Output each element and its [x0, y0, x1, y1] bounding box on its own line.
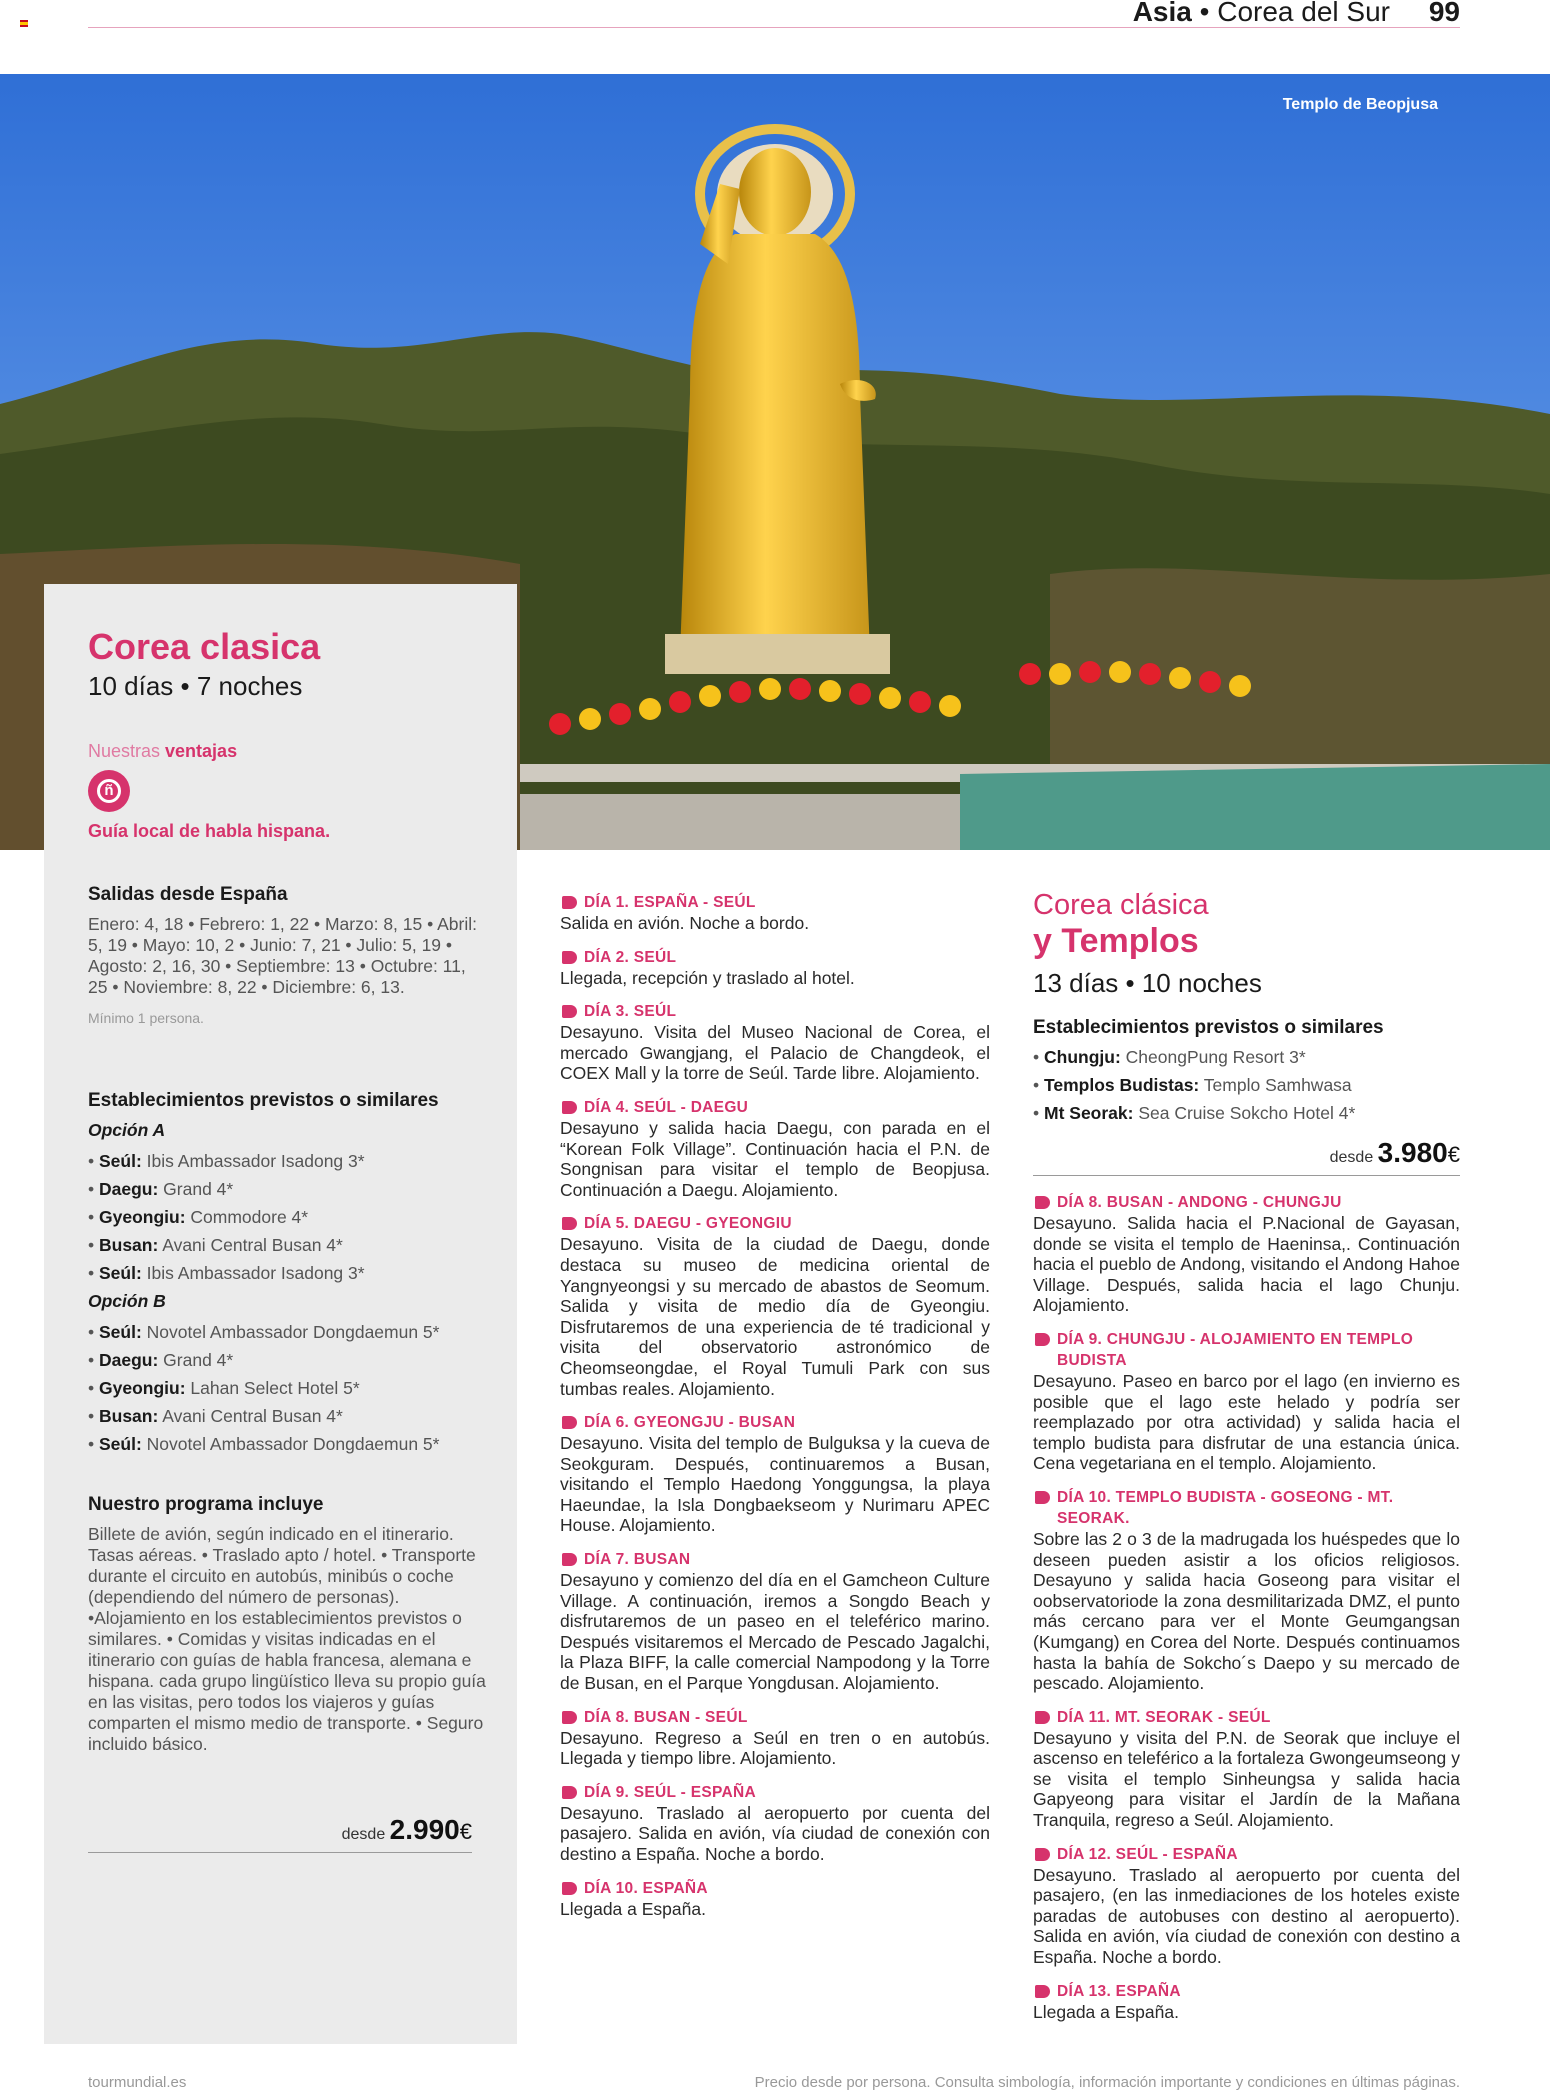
- header-separator: •: [1191, 0, 1218, 27]
- itinerary-day: [560, 1782, 990, 1865]
- price-amount: 3.980: [1377, 1137, 1448, 1168]
- hotel-city: Seúl:: [99, 1322, 142, 1342]
- price-from-label: desde: [1329, 1149, 1378, 1166]
- itinerary-day: [560, 1001, 990, 1084]
- hotel-city: Busan:: [99, 1235, 159, 1255]
- day-text: Desayuno. Visita de la ciudad de Daegu, donde destaca su museo de medicina oriental de Yangnyeongsi y su mercado de abastos de Seomum. Salida y visita de medio día de Gyeongiu. Disfrutaremos de una experiencia de té tradicional y visita del observatorio astronómico de Cheomseongdae, el Royal Tumuli Park con sus tumbas reales. Alojamiento.: [560, 1234, 990, 1399]
- option-a-label: Opción A: [88, 1120, 166, 1140]
- day-text: Salida en avión. Noche a bordo.: [560, 913, 810, 933]
- hotel-name: CheongPung Resort 3*: [1120, 1047, 1306, 1067]
- header-region: Asia: [1132, 0, 1192, 27]
- day-text: Llegada, recepción y traslado al hotel.: [560, 967, 855, 988]
- price-amount: 2.990: [389, 1814, 460, 1845]
- itinerary-day: [1033, 1707, 1460, 1831]
- price-classic: [88, 1814, 472, 1853]
- min-people: Mínimo 1 persona.: [88, 1010, 204, 1026]
- price-currency: €: [459, 1819, 472, 1844]
- hotel-item: [1033, 1071, 1460, 1099]
- page-header-title: [1133, 0, 1390, 28]
- day-text: Llegada a España.: [560, 1898, 706, 1919]
- day-title: DÍA 5. DAEGU - GYEONGIU: [560, 1213, 990, 1234]
- bullet: •: [88, 1263, 99, 1283]
- itinerary-day: [560, 892, 990, 934]
- day-text: Desayuno. Visita del Museo Nacional de Corea, el mercado Gwangjang, el Palacio de Changdeok, el COEX Mall y la torre de Seúl. Tarde libre. Alojamiento.: [560, 1022, 990, 1084]
- departures-heading: Salidas desde España: [88, 884, 288, 905]
- day-text: Desayuno. Salida hacia el P.Nacional de Gayasan, donde se visita el templo de Haeninsa,. Continuación hacia el pueblo de Andong, visitando el Andong Hahoe Village. Después, salida hacia el lago Chunju. Alojamiento.: [1033, 1213, 1460, 1316]
- day-title: DÍA 8. BUSAN - SEÚL: [560, 1707, 990, 1728]
- bullet: •: [88, 1179, 99, 1199]
- program-heading: Nuestro programa incluye: [88, 1494, 324, 1515]
- day-text: Desayuno y visita del P.N. de Seorak que incluye el ascenso en teleférico a la fortaleza Gwongeumseong y se visita el templo Sinheungsa y salida hacia Gapyeong para visitar el Jardín de la Mañana Tranquila, regreso a Seúl. Alojamiento.: [1033, 1727, 1460, 1831]
- hotel-name: Novotel Ambassador Dongdaemun 5*: [141, 1434, 440, 1454]
- hotel-name: Lahan Select Hotel 5*: [185, 1378, 360, 1398]
- bullet: •: [88, 1406, 99, 1426]
- hotel-city: Mt Seorak:: [1044, 1103, 1134, 1123]
- hotels-section: [88, 1090, 488, 1458]
- day-text: Desayuno. Paseo en barco por el lago (en invierno es posible que el lago este helado y podría ser reemplazado por otra actividad) y salida hacia el templo budista para disfrutar de una estancia única. Cena vegetariana en el templo. Alojamiento.: [1033, 1370, 1460, 1474]
- itinerary-day: [560, 1412, 990, 1536]
- bullet: •: [88, 1235, 99, 1255]
- itinerary-day: [560, 1878, 990, 1920]
- bullet: •: [1033, 1047, 1044, 1067]
- departures-text: Enero: 4, 18 • Febrero: 1, 22 • Marzo: 8, 15 • Abril: 5, 19 • Mayo: 10, 2 • Junio: 7, 21 • Julio: 5, 19 • Agosto: 2, 16, 30 • Septiembre: 13 • Octubre: 11, 25 • Noviembre: 8, 22 • Diciembre: 6, 13.: [88, 914, 477, 997]
- hero-caption: Templo de Beopjusa: [1282, 96, 1438, 113]
- bullet: •: [88, 1151, 99, 1171]
- bullet: •: [88, 1350, 99, 1370]
- temples-duration: 13 días • 10 noches: [1033, 968, 1262, 998]
- itinerary-day: [560, 1097, 990, 1200]
- bullet: •: [88, 1434, 99, 1454]
- spanish-guide-text: Guía local de habla hispana.: [88, 821, 331, 841]
- price-from-label: desde: [341, 1826, 390, 1843]
- itinerary-day: [1033, 1981, 1460, 2023]
- day-text: Llegada a España.: [1033, 2001, 1179, 2022]
- footer-note: Precio desde por persona. Consulta simbología, información importante y condiciones en últimas páginas.: [754, 2074, 1460, 2091]
- temples-title-line1: Corea clásica: [1033, 889, 1209, 921]
- day-title: DÍA 1. ESPAÑA - SEÚL: [560, 892, 990, 913]
- hotel-city: Seúl:: [99, 1434, 142, 1454]
- advantages-heading: [88, 741, 237, 762]
- hotel-city: Gyeongiu:: [99, 1207, 186, 1227]
- trip-title: Corea clasica: [88, 626, 321, 667]
- departures-section: [88, 884, 488, 1026]
- itinerary-classic: [560, 892, 990, 1932]
- program-section: [88, 1494, 488, 1755]
- day-text: Desayuno y comienzo del día en el Gamcheon Culture Village. A continuación, iremos a Songdo Beach y disfrutaremos de un paseo en el teleférico marino. Después visitaremos el Mercado de Pescado Jagalchi, la Plaza BIFF, la calle comercial Nampodong y la Torre de Busan, en el Parque Yongdusan. Alojamiento.: [560, 1570, 990, 1694]
- price-currency: €: [1447, 1142, 1460, 1167]
- hotel-item: [88, 1402, 488, 1430]
- hotel-item: [1033, 1099, 1460, 1127]
- hotel-city: Templos Budistas:: [1044, 1075, 1200, 1095]
- option-b-list: [88, 1318, 488, 1458]
- day-title: DÍA 10. ESPAÑA: [560, 1878, 990, 1899]
- day-text: Desayuno y salida hacia Daegu, con parada en el “Korean Folk Village”. Continuación hacia el P.N. de Songnisan para visitar el templo de Beopjusa. Continuación a Daegu. Alojamiento.: [560, 1117, 990, 1200]
- option-a-list: [88, 1147, 488, 1287]
- hotel-item: [88, 1430, 488, 1458]
- bullet: •: [88, 1207, 99, 1227]
- hotel-city: Chungju:: [1044, 1047, 1121, 1067]
- temples-trip: [1033, 888, 1460, 2035]
- hotel-item: [88, 1175, 488, 1203]
- bullet: •: [1033, 1103, 1044, 1123]
- hotel-name: Grand 4*: [158, 1350, 234, 1370]
- hotels-heading: Establecimientos previstos o similares: [88, 1090, 439, 1111]
- bullet: •: [88, 1378, 99, 1398]
- hotel-city: Gyeongiu:: [99, 1378, 186, 1398]
- hotel-city: Daegu:: [99, 1350, 159, 1370]
- itinerary-day: [1033, 1487, 1460, 1694]
- program-text: Billete de avión, según indicado en el itinerario. Tasas aéreas. • Traslado apto / hotel. • Transporte durante el circuito en autobús, minibús o coche (dependiendo del número de personas). •Alojamiento en los establecimientos previstos o similares. • Comidas y visitas indicadas en el itinerario con guías de habla francesa, alemana e hispana. cada grupo lingüístico lleva su propio guía en las visitas, pero todos los viajeros y guías comparten el mismo medio de transporte. • Seguro incluido básico.: [88, 1524, 486, 1754]
- flag-icon: [20, 20, 28, 27]
- option-b-label: Opción B: [88, 1291, 166, 1311]
- hotel-item: [88, 1318, 488, 1346]
- day-text: Desayuno. Traslado al aeropuerto por cuenta del pasajero. Salida en avión, vía ciudad de conexión con destino a España. Noche a bordo.: [560, 1802, 990, 1864]
- hotel-city: Seúl:: [99, 1263, 142, 1283]
- temples-title-line2: y Templos: [1033, 922, 1199, 960]
- hotel-name: Avani Central Busan 4*: [158, 1235, 343, 1255]
- day-text: Desayuno. Traslado al aeropuerto por cuenta del pasajero, (en las inmediaciones de los hoteles existe paradas de autobuses con destino al aeropuerto). Salida en avión, vía ciudad de conexión con destino a España. Noche a bordo.: [1033, 1864, 1460, 1968]
- hotel-item: [1033, 1043, 1460, 1071]
- itinerary-day: [1033, 1844, 1460, 1968]
- hotel-name: Templo Samhwasa: [1199, 1075, 1352, 1095]
- day-title: DÍA 6. GYEONGJU - BUSAN: [560, 1412, 990, 1433]
- hotel-name: Grand 4*: [158, 1179, 234, 1199]
- hotel-name: Ibis Ambassador Isadong 3*: [141, 1151, 365, 1171]
- hotel-name: Commodore 4*: [185, 1207, 309, 1227]
- page-number: 99: [1428, 0, 1460, 27]
- hotel-item: [88, 1259, 488, 1287]
- day-title: DÍA 12. SEÚL - ESPAÑA: [1033, 1844, 1460, 1865]
- day-title: DÍA 13. ESPAÑA: [1033, 1981, 1460, 2002]
- hotel-item: [88, 1346, 488, 1374]
- itinerary-day: [560, 1213, 990, 1399]
- hotel-item: [88, 1231, 488, 1259]
- itinerary-day: [560, 1707, 990, 1769]
- hotel-name: Novotel Ambassador Dongdaemun 5*: [141, 1322, 440, 1342]
- price-temples: [1033, 1137, 1460, 1176]
- hotel-name: Ibis Ambassador Isadong 3*: [141, 1263, 365, 1283]
- itinerary-temples: [1033, 1192, 1460, 2022]
- day-title: DÍA 10. TEMPLO BUDISTA - GOSEONG - MT. SEORAK.: [1033, 1487, 1460, 1529]
- hotel-name: Sea Cruise Sokcho Hotel 4*: [1133, 1103, 1356, 1123]
- day-title: DÍA 3. SEÚL: [560, 1001, 990, 1022]
- day-text: Desayuno. Visita del templo de Bulguksa y la cueva de Seokguram. Después, continuaremos a Busan, visitando el Templo Haedong Yonggungsa, la playa Haeundae, la Isla Dongbaekseom y Nurimaru APEC House. Alojamiento.: [560, 1433, 990, 1536]
- trip-duration: 10 días • 7 noches: [88, 671, 303, 701]
- footer-site: tourmundial.es: [88, 2074, 187, 2091]
- bullet: •: [1033, 1075, 1044, 1095]
- header-country: Corea del Sur: [1217, 0, 1390, 27]
- advantages-word: ventajas: [165, 741, 238, 761]
- trip-summary-panel: [44, 584, 517, 2044]
- bullet: •: [88, 1322, 99, 1342]
- advantages-pre: Nuestras: [88, 741, 166, 761]
- spanish-guide-icon-letter: ñ: [104, 782, 114, 799]
- day-title: DÍA 7. BUSAN: [560, 1549, 990, 1570]
- hotel-city: Busan:: [99, 1406, 159, 1426]
- hotel-city: Seúl:: [99, 1151, 142, 1171]
- day-text: Sobre las 2 o 3 de la madrugada los huéspedes que lo deseen pueden asistir a los oficios religiosos. Desayuno y salida hacia Goseong para visitar el oobservatoriode la zona desmilitarizada DMZ, el punto más cercano para ver el Monte Geumgangsan (Kumgang) en Corea del Norte. Después continuamos hasta la bahía de Sokcho´s Daepo y su mercado de pescado. Alojamiento.: [1033, 1528, 1460, 1694]
- itinerary-day: [560, 947, 990, 989]
- day-title: DÍA 9. SEÚL - ESPAÑA: [560, 1782, 990, 1803]
- spanish-guide-icon: [88, 770, 130, 812]
- itinerary-day: [1033, 1329, 1460, 1474]
- itinerary-day: [560, 1549, 990, 1694]
- hotel-item: [88, 1203, 488, 1231]
- itinerary-day: [1033, 1192, 1460, 1316]
- day-text: Desayuno. Regreso a Seúl en tren o en autobús. Llegada y tiempo libre. Alojamiento.: [560, 1727, 990, 1769]
- day-title: DÍA 11. MT. SEORAK - SEÚL: [1033, 1707, 1460, 1728]
- day-title: DÍA 9. CHUNGJU - ALOJAMIENTO EN TEMPLO BUDISTA: [1033, 1329, 1460, 1371]
- hotel-item: [88, 1147, 488, 1175]
- day-title: DÍA 2. SEÚL: [560, 947, 990, 968]
- hotel-item: [88, 1374, 488, 1402]
- day-title: DÍA 8. BUSAN - ANDONG - CHUNGJU: [1033, 1192, 1460, 1213]
- temples-hotels-heading: Establecimientos previstos o similares: [1033, 1017, 1384, 1038]
- temples-hotels-list: [1033, 1043, 1460, 1127]
- hotel-name: Avani Central Busan 4*: [158, 1406, 343, 1426]
- hotel-city: Daegu:: [99, 1179, 159, 1199]
- day-title: DÍA 4. SEÚL - DAEGU: [560, 1097, 990, 1118]
